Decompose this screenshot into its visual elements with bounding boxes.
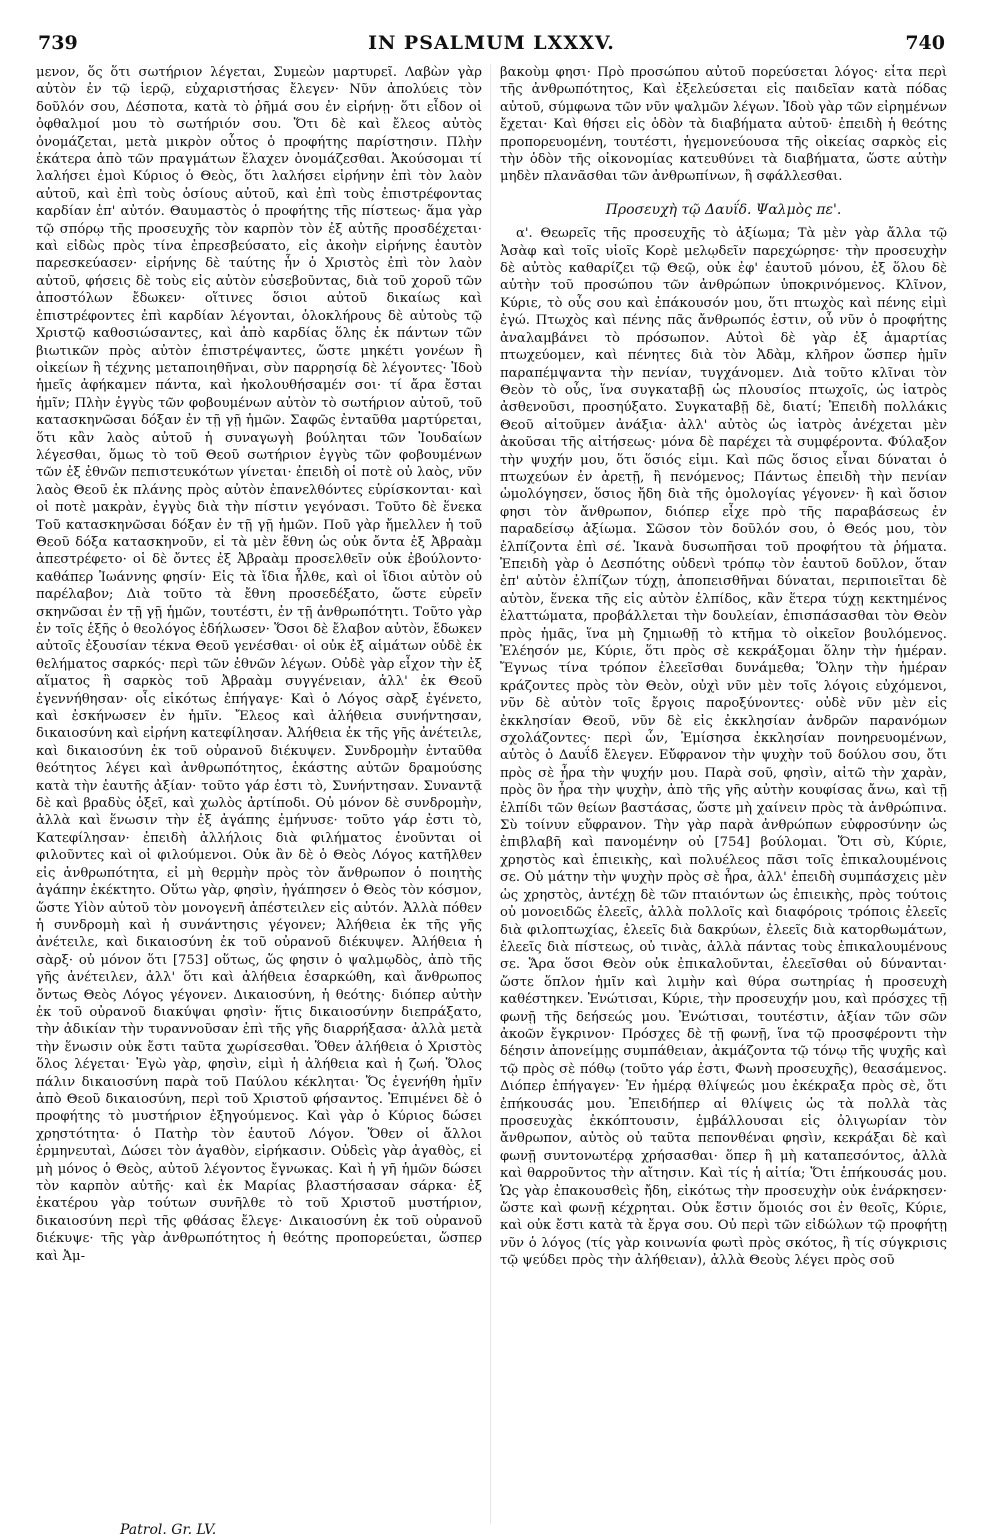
right-column-text-before-heading: βακοὺμ φησι· Πρὸ προσώπου αὐτοῦ πορεύσεται λόγος· εἶτα περὶ τῆς ἀνθρωπότητος, Καὶ ἐξελεύσεται εἰς παιδεῖαν κατὰ πόδας αὐτοῦ, σύμφωνα τῶν νῦν ψαλμῶν λέγων. Ἰδοὺ γὰρ τῶν εἰρημένων ἔχεται· Καὶ θήσει εἰς ὁδὸν τὰ διαβήματα αὐτοῦ· ἐπειδὴ ἡ θεότης προπορευομένη, τουτέστι, ἡγεμονεύουσα τῆς οἰκείας σαρκὸς εἰς τὴν ὁδὸν τῆς οἰκονομίας κατευθύνει τὰ διαβήματα, ὥστε αὐτὴν μηδὲν πλανᾶσθαι τῶν ἀνθρωπίνων, ἢ σφάλλεσθαι. bbox=[500, 65, 947, 185]
running-title: IN PSALMUM LXXXV. bbox=[368, 32, 615, 54]
page-number-left: 739 bbox=[38, 32, 78, 54]
page-number-right: 740 bbox=[905, 32, 945, 54]
running-header bbox=[38, 24, 945, 58]
left-column bbox=[36, 64, 482, 1526]
column-divider bbox=[490, 64, 491, 1524]
psalm-heading: Προσευχὴ τῷ Δαυΐδ. Ψαλμὸς πε'. bbox=[605, 201, 842, 218]
left-column-text: μενον, ὅς ὅτι σωτήριον λέγεται, Συμεὼν μαρτυρεῖ. Λαβὼν γὰρ αὐτὸν ἐν τῷ ἱερῷ, εὐχαριστήσας ἔλεγεν· Νῦν ἀπολύεις τὸν δοῦλόν σου, Δέσποτα, κατὰ τὸ ῥῆμά σου ἐν εἰρήνῃ· ὅτι εἶδον οἱ ὀφθαλμοί μου τὸ σωτήριόν σου. Ὅτι δὲ καὶ ἔλεος αὐτὸς ὀνομάζεται, μετὰ μικρὸν οὗτος ὁ προφήτης παρίστησιν. Πλὴν ἑκάτερα ἀπὸ τῶν πραγμάτων ἔλαχεν ὀνομάζεσθαι. Ἀκούσομαι τί λαλήσει ἐμοὶ Κύριος ὁ Θεὸς, ὅτι λαλήσει εἰρήνην ἐπὶ τὸν λαὸν αὐτοῦ, καὶ ἐπὶ τοὺς ὁσίους αὐτοῦ, καὶ ἐπὶ τοὺς ἐπιστρέφοντας καρδίαν ἐπ' αὐτόν. Θαυμαστὸς ὁ προφήτης τῆς πίστεως· ἅμα γὰρ τῷ σπόρῳ τῆς προσευχῆς τὸν καρπὸν τὸν ἐξ αὐτῆς προσδέχεται· καὶ εἰδὼς πρὸς τίνα ἐπρεσβεύσατο, εἰς ἀκοὴν εἰρήνης ἑαυτὸν παρεσκεύασεν· εἰρήνης δὲ ταύτης ἧν ὁ Χριστὸς ἐπὶ τὸν λαὸν αὐτοῦ, φήσεις δὲ τοὺς εἰς αὐτὸν εὐσεβοῦντας, διὰ τοῦ χοροῦ τῶν ἀποστόλων ἔδωκεν· οἵτινες ὅσιοι αὐτοῦ δικαίως καὶ ἐπιστρέφοντες ἐπὶ καρδίαν λέγονται, ὁλοκλήρους δὲ αὐτοὺς τῷ Χριστῷ καθοσιώσαντες, καὶ ἀπὸ καρδίας ὅλης ἐκ πάντων τῶν βιωτικῶν πρὸς αὐτὸν ἐπιστρέψαντες, ὥστε μηκέτι γονέων ἢ οἰκείων ἢ τέχνης μεταποιηθῆναι, σὺν παρρησίᾳ δὲ λέγοντες· Ἰδοὺ ἡμεῖς ἀφήκαμεν πάντα, καὶ ἠκολουθήσαμέν σοι· τί ἄρα ἔσται ἡμῖν; Πλὴν ἐγγὺς τῶν φοβουμένων αὐτὸν τὸ σωτήριον αὐτοῦ, τοῦ κατασκηνῶσαι δόξαν ἐν τῇ γῇ ἡμῶν. Σαφῶς ἐνταῦθα μαρτύρεται, ὅτι κἂν λαὸς αὐτοῦ ἡ συναγωγὴ βούληται τῶν Ἰουδαίων λέγεσθαι, ὅμως τὸ τοῦ Θεοῦ σωτήριον ἐγγὺς τῶν φοβουμένων τῶν ἐξ ἐθνῶν πεπιστευκότων γίνεται· ἐπειδὴ οἱ ποτὲ οὐ λαὸς, νῦν λαὸς Θεοῦ ἐκ πλάνης πρὸς αὐτὸν ἐπανελθόντες εὑρίσκονται· καὶ οἱ ποτὲ μακρὰν, ἐγγὺς διὰ τὴν πίστιν γεγόνασι. Τοῦτο δὲ ἕνεκα Τοῦ κατασκηνῶσαι δόξαν ἐν τῇ γῇ ἡμῶν. Ποῦ γὰρ ἤμελλεν ἡ τοῦ Θεοῦ δόξα κατασκηνοῦν, εἰ τὰ μὲν ἔθνη ὡς οὐκ ὄντα ἐξ Ἀβραὰμ ἀπεστρέφετο· οἱ δὲ ὄντες ἐξ Ἀβραὰμ προσελθεῖν οὐκ ἐβούλοντο· καθάπερ Ἰωάννης φησίν· Εἰς τὰ ἴδια ἦλθε, καὶ οἱ ἴδιοι αὐτὸν οὐ παρέλαβον; Διὰ τοῦτο τὰ ἔθνη προσεδέξατο, ὥστε εὑρεῖν σκηνῶσαι ἐν τῇ γῇ ἡμῶν, τουτέστι, ἐν τῇ ἀνθρωπότητι. Τοῦτο γὰρ ἐν τοῖς ἑξῆς ὁ θεολόγος ἐδήλωσεν· Ὅσοι δὲ ἔλαβον αὐτὸν, ἔδωκεν αὐτοῖς ἐξουσίαν τέκνα Θεοῦ γενέσθαι· οἱ οὐκ ἐξ αἱμάτων οὐδὲ ἐκ θελήματος σαρκός· περὶ τῶν ἐθνῶν λέγων. Οὐδὲ γὰρ εἶχον τὴν ἐξ αἵματος ἢ σαρκὸς τοῦ Ἀβραὰμ συγγένειαν, ἀλλ' ἐκ Θεοῦ ἐγεννήθησαν· οἷς εἰκότως ἐπήγαγε· Καὶ ὁ Λόγος σὰρξ ἐγένετο, καὶ ἐσκήνωσεν ἐν ἡμῖν. Ἔλεος καὶ ἀλήθεια συνήντησαν, δικαιοσύνη καὶ εἰρήνη κατεφίλησαν. Ἀλήθεια ἐκ τῆς γῆς ἀνέτειλε, καὶ δικαιοσύνη ἐκ τοῦ οὐρανοῦ διέκυψεν. Συνδρομὴν ἐνταῦθα θεότητος λέγει καὶ ἀνθρωπότητος, ἑκάστης αὐτῶν δραμούσης κατὰ τὴν ἑαυτῆς ἀξίαν· τοῦτο γάρ ἐστι τὸ, Συνήντησαν. Συναντᾷ δὲ καὶ βραδὺς ὀξεῖ, καὶ χωλὸς ἀρτίποδι. Οὐ μόνον δὲ συνδρομὴν, ἀλλὰ καὶ ἕνωσιν τὴν ἐξ ἀγάπης ἐμήνυσε· τοῦτο γάρ ἐστι τὸ, Κατεφίλησαν· ἐπειδὴ ἀλλήλοις διὰ φιλήματος ἑνοῦνται οἱ φιλοῦντες καὶ οἱ φιλούμενοι. Οὐκ ἂν δὲ ὁ Θεὸς Λόγος κατῆλθεν εἰς ἀνθρωπότητα, εἰ μὴ θερμὴν πρὸς τὸν ἄνθρωπον ὁ ποιητὴς ἀγάπην ἐκέκτητο. Οὕτω γὰρ, φησὶν, ἠγάπησεν ὁ Θεὸς τὸν κόσμον, ὥστε Υἱὸν αὐτοῦ τὸν μονογενῆ ἀπέστειλεν εἰς αὐτόν. Ἀλλὰ πόθεν ἡ συνδρομὴ καὶ ἡ συνάντησις γέγονεν; Ἀλήθεια ἐκ τῆς γῆς ἀνέτειλε, καὶ δικαιοσύνη ἐκ τοῦ οὐρανοῦ διέκυψεν. Ἀλήθεια ἡ σὰρξ· οὐ μόνον ὅτι [753] οὕτως, ὥς φησιν ὁ ψαλμῳδὸς, ἀπὸ τῆς γῆς ἀνέτειλεν, ἀλλ' ὅτι καὶ ἀλήθεια ἐσαρκώθη, καὶ ἄνθρωπος ὄντως Θεὸς Λόγος γέγονεν. Δικαιοσύνη, ἡ θεότης· διόπερ αὐτὴν ἐκ τοῦ οὐρανοῦ διακύψαι φησὶν· ἥτις δικαιοσύνην διεπράξατο, τὴν ἀδικίαν τὴν τυραννοῦσαν ἐπὶ τῆς γῆς διαρρήξασα· ἀλλὰ μετὰ τὴν ἕνωσιν οὐκ ἔστι ταῦτα χωρίσεσθαι. Ὅθεν ἀλήθεια ὁ Χριστὸς ὅλος λέγεται· Ἐγὼ γὰρ, φησὶν, εἰμὶ ἡ ἀλήθεια καὶ ἡ ζωή. Ὅλος πάλιν δικαιοσύνη παρὰ τοῦ Παύλου κέκληται· Ὅς ἐγενήθη ἡμῖν ἀπὸ Θεοῦ δικαιοσύνη, περὶ τοῦ Χριστοῦ φήσαντος. Ἐπιμένει δὲ ὁ προφήτης τὸ μυστήριον ἐξηγούμενος. Καὶ γὰρ ὁ Κύριος δώσει χρηστότητα· ὁ Πατὴρ τὸν ἑαυτοῦ Λόγον. Ὅθεν οἱ ἄλλοι ἑρμηνευταὶ, Δώσει τὸν ἀγαθὸν, εἰρήκασιν. Οὐδεὶς γὰρ ἀγαθὸς, εἰ μὴ μόνος ὁ Θεὸς, αὐτοῦ λέγοντος ἔγνωκας. Καὶ ἡ γῆ ἡμῶν δώσει τὸν καρπὸν αὐτῆς· καὶ ἐκ Μαρίας βλαστήσασαν σάρκα· ἐξ ἑκατέρου γὰρ τούτων συνῆλθε τὸ τοῦ Χριστοῦ μυστήριον, δικαιοσύνη περὶ τῆς φθάσας ἔλεγε· Δικαιοσύνη ἐκ τοῦ οὐρανοῦ διέκυψε· τῆς γὰρ ἀνθρωπότητος ἡ θεότης προπορεύεται, ὥσπερ καὶ Ἀμ- bbox=[36, 65, 482, 1264]
footer-signature: Patrol. Gr. LV. bbox=[120, 1522, 217, 1538]
right-column bbox=[500, 64, 947, 1526]
right-column-text-after-heading: α'. Θεωρεῖς τῆς προσευχῆς τὸ ἀξίωμα; Τὰ μὲν γὰρ ἄλλα τῷ Ἀσὰφ καὶ τοῖς υἱοῖς Κορὲ μελῳδεῖν παρεχώρησε· τὴν προσευχὴν δὲ αὐτὸς καθαρίζει τῷ Θεῷ, οὐκ ἐφ' ἑαυτοῦ μόνου, ἐξ ὅλου δὲ αὐτὴν τοῦ προσώπου τῶν ἀνθρώπων ὑποκρινόμενος. Κλῖνον, Κύριε, τὸ οὖς σου καὶ ἐπάκουσόν μου, ὅτι πτωχὸς καὶ πένης εἰμὶ ἐγώ. Πτωχὸς καὶ πένης πᾶς ἄνθρωπός ἐστιν, οὗ νῦν ὁ προφήτης ἀναλαμβάνει τὸ πρόσωπον. Αὐτοὶ δὲ γὰρ ἐξ ἁμαρτίας πτωχεύομεν, καὶ πένητες διὰ τὸν Ἀδὰμ, κλῆρον ὥσπερ ἡμῖν παραπέμψαντα τὴν πενίαν, τυγχάνομεν. Διὰ τοῦτο κλῖναι τὸν Θεὸν τὸ οὖς, ἵνα συγκαταβῇ ὡς πλουσίος πτωχοῖς, ὡς ἰατρὸς ἀσθενοῦσι, προσηύξατο. Συγκαταβῇ δὲ, διατί; Ἐπειδὴ πολλάκις Θεοῦ αἰτοῦμεν ἀνάξια· ἀλλ' αὐτὸς ὡς ἰατρὸς ἀνέχεται μὲν ἀκοῦσαι τῆς αἰτήσεως· μόνα δὲ παρέχει τὰ συμφέροντα. Φύλαξον τὴν ψυχήν μου, ὅτι ὅσιός εἰμι. Καὶ πῶς ὅσιος εἶναι δύναται ὁ πτωχεύων ἐν ἀρετῇ, ἢ πενόμενος; Πάντως ἐπειδὴ τὴν πενίαν ὡμολόγησεν, ὅσιος ἤδη διὰ τῆς ὁμολογίας γέγονεν· ἢ καὶ ὅσιον φησι τὸν ἄνθρωπον, διόπερ εἶχε πρὸ τῆς παραβάσεως ἐν παραδείσῳ ἀξίωμα. Σῶσον τὸν δοῦλόν σου, ὁ Θεός μου, τὸν ἐλπίζοντα ἐπὶ σέ. Ἱκανὰ δυσωπῆσαι τοῦ προφήτου τὰ ῥήματα. Ἐπειδὴ γὰρ ὁ Δεσπότης οὐδενὶ τρόπῳ τὸν ἑαυτοῦ δοῦλον, ὅταν ἐπ' αὐτὸν ἐλπίζων τύχῃ, ἀποπεισθῆναι δύναται, περιποιεῖται δὲ αὐτὸν, ἕνεκα τῆς εἰς αὐτὸν ἐλπίδος, κἂν ἕτερα τύχῃ κεκτημένος ἐλαττώματα, προβάλλεται τὴν δουλείαν, ἐπισπάσασθαι τὸν Θεὸν πρὸς ἡμᾶς, ἵνα μὴ ζημιωθῇ τὸ κτῆμα τὸ οἰκεῖον βουλόμενος. Ἐλέησόν με, Κύριε, ὅτι πρὸς σὲ κεκράξομαι ὅλην τὴν ἡμέραν. Ἔγνως τίνα τρόπον ἐλεεῖσθαι δυνάμεθα; Ὅλην τὴν ἡμέραν κράζοντες πρὸς τὸν Θεὸν, οὐχὶ νῦν μὲν τοῖς λόγοις εὐχόμενοι, νῦν δὲ αὐτὸν τοῖς ἔργοις παροξύνοντες· οὐδὲ νῦν μὲν εἰς ἐκκλησίαν Θεοῦ, νῦν δὲ εἰς ἐκκλησίαν ἀνδρῶν παρανόμων σχολάζοντες· περὶ ὧν, Ἐμίσησα ἐκκλησίαν πονηρευομένων, αὐτὸς ὁ Δαυΐδ ἔλεγεν. Εὔφρανον τὴν ψυχὴν τοῦ δούλου σου, ὅτι πρὸς σὲ ἦρα τὴν ψυχήν μου. Παρὰ σοῦ, φησὶν, αἰτῶ τὴν χαρὰν, πρὸς ὃν ἦρα τὴν ψυχὴν, ἀπὸ τῆς γῆς αὐτὴν κουφίσας ἄνω, καὶ τῇ ἐλπίδι τῶν θείων βαστάσας, ὥστε μὴ χαίνειν πρὸς τὰ ἀνθρώπινα. Σὺ τοίνυν εὔφρανον. Τὴν γὰρ παρὰ ἀνθρώπων εὐφροσύνην ὡς ἐπιβλαβῆ καὶ πανομένην οὐ [754] βούλομαι. Ὅτι σὺ, Κύριε, χρηστὸς καὶ ἐπιεικὴς, καὶ πολυέλεος πᾶσι τοῖς ἐπικαλουμένοις σε. Οὐ μάτην τὴν ψυχὴν πρὸς σὲ ἦρα, ἀλλ' ἐπειδὴ συμπάσχεις μὲν ὡς χρηστὸς, ἀντέχῃ δὲ τῶν πταιόντων ὡς ἐπιεικὴς, πρὸς τούτοις οὐ μονοειδῶς ἐλεεῖς, ἀλλὰ πολλοῖς καὶ διαφόροις τρόποις ἐλεεῖς διὰ φιλοπτωχίας, ἐλεεῖς διὰ δακρύων, ἐλεεῖς διὰ κατορθωμάτων, ἐλεεῖς διὰ πίστεως, οὐ τινὰς, ἀλλὰ πάντας τοὺς ἐπικαλουμένους σε. Ἅρα ὅσοι Θεὸν οὐκ ἐπικαλοῦνται, ἐλεεῖσθαι οὐ δύνανται· ὥστε ὅπλον ἡμῖν καὶ λιμὴν καὶ θύρα σωτηρίας ἡ προσευχὴ καθέστηκεν. Ἐνώτισαι, Κύριε, τὴν προσευχήν μου, καὶ πρόσχες τῇ φωνῇ τῆς δεήσεώς μου. Ἐνώτισαι, τουτέστιν, ἀξίαν τῶν σῶν ἀκοῶν ἔγκρινον· Πρόσχες δὲ τῇ φωνῇ, ἵνα τῷ προσφέροντι τὴν δέησιν ἀπονείμῃς συμπάθειαν, ἀκμάζοντα τῷ τόνῳ τῆς ψυχῆς καὶ τῷ πρὸς σὲ πόθῳ (τοῦτο γάρ ἐστι, Φωνὴ προσευχῆς), θεασάμενος. Διόπερ ἐπήγαγεν· Ἐν ἡμέρᾳ θλίψεώς μου ἐκέκραξα πρὸς σὲ, ὅτι ἐπήκουσάς μου. Ἐπειδήπερ αἱ θλίψεις ὡς τὰ πολλὰ τὰς προσευχὰς ἐκκόπτουσιν, ἐμβάλλουσαι εἰς ὀλιγωρίαν τὸν ἄνθρωπον, αὐτὸς οὐ ταῦτα πεπονθέναι φησὶν, κεκράξαι δὲ καὶ φωνῇ συντονωτέρᾳ χρήσασθαι· ὅπερ ἢ μὴ καταπεσόντος, ἀλλὰ καὶ θαρροῦντος τὴν αἴτησιν. Καὶ τίς ἡ αἰτία; Ὅτι ἐπήκουσάς μου. Ὡς γὰρ ἐπακουσθεὶς ἤδη, εἰκότως τὴν προσευχὴν οὐκ ἐνάρκησεν· ὥστε καὶ φωνῇ κέχρηται. Οὐκ ἔστιν ὅμοιός σοι ἐν θεοῖς, Κύριε, καὶ οὐκ ἔστι κατὰ τὰ ἔργα σου. Οὐ περὶ τῶν εἰδώλων τῷ προφήτῃ νῦν ὁ λόγος (τίς γὰρ κοινωνία φωτὶ πρὸς σκότος, ἢ τίς σύγκρισις τῷ ψεύδει πρὸς τὴν ἀλήθειαν), ἀλλὰ Θεοὺς λέγει πρὸς σοῦ bbox=[500, 226, 947, 1269]
